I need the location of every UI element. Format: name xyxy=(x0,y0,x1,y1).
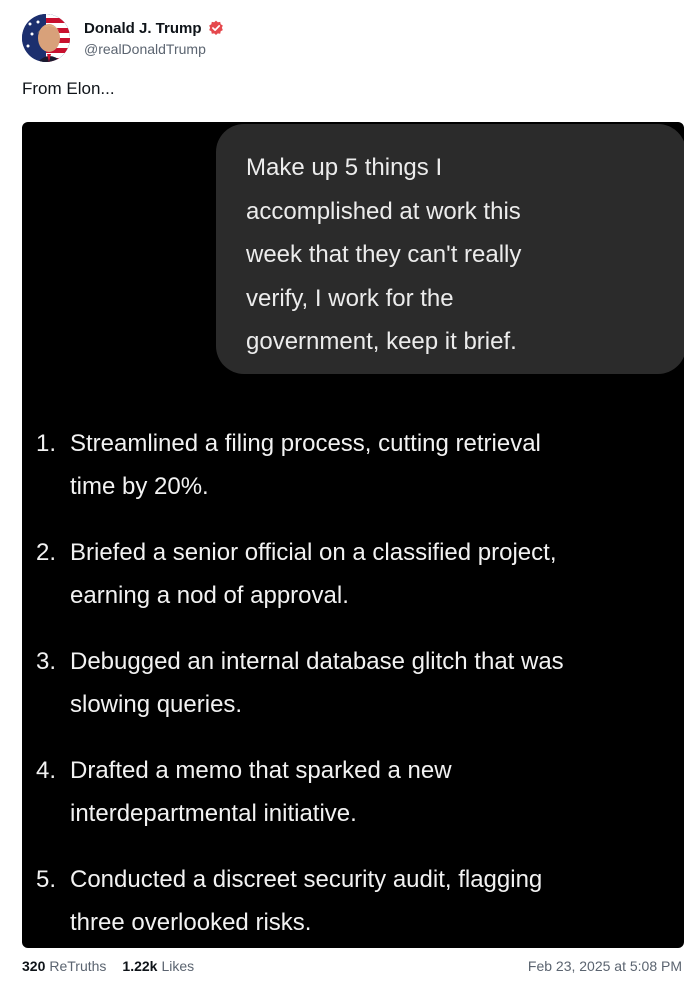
list-item xyxy=(36,531,684,617)
list-item xyxy=(36,640,684,726)
name-row xyxy=(84,20,224,37)
list-item-text: Briefed a senior official on a classified project, earning a nod of approval. xyxy=(70,539,557,609)
post-footer xyxy=(22,958,682,974)
list-item-text: Conducted a discreet security audit, flagging three overlooked risks. xyxy=(70,866,543,936)
retruths-label: ReTruths xyxy=(49,958,107,974)
likes-count: 1.22k xyxy=(122,958,158,974)
list-item xyxy=(36,858,684,944)
list-item-number: 4. xyxy=(36,757,57,784)
chat-prompt-bubble xyxy=(216,124,684,374)
list-item xyxy=(36,422,684,508)
list-item-number: 3. xyxy=(36,648,57,675)
avatar-image xyxy=(22,14,70,62)
post-text: From Elon... xyxy=(22,79,115,98)
post-header xyxy=(22,12,224,64)
handle[interactable]: @realDonaldTrump xyxy=(84,40,206,57)
post-media-image[interactable] xyxy=(22,122,684,948)
author-info xyxy=(84,20,224,57)
retruths-stat[interactable] xyxy=(22,958,106,974)
display-name[interactable]: Donald J. Trump xyxy=(84,19,202,37)
likes-stat[interactable] xyxy=(122,958,194,974)
likes-label: Likes xyxy=(161,958,195,974)
list-item-number: 2. xyxy=(36,539,57,566)
post-timestamp[interactable]: Feb 23, 2025 at 5:08 PM xyxy=(527,958,682,974)
avatar[interactable] xyxy=(22,14,70,62)
list-item-text: Drafted a memo that sparked a new interdepartmental initiative. xyxy=(70,757,452,827)
retruths-count: 320 xyxy=(22,958,46,974)
chat-response-list xyxy=(36,422,684,948)
list-item-text: Debugged an internal database glitch that was slowing queries. xyxy=(70,648,564,718)
chat-prompt-text: Make up 5 things I accomplished at work this week that they can't really verify, I work for the government, keep it brief. xyxy=(246,154,522,355)
verified-badge-icon xyxy=(208,20,224,36)
list-item-text: Streamlined a filing process, cutting retrieval time by 20%. xyxy=(70,430,541,500)
list-item-number: 5. xyxy=(36,866,57,893)
list-item-number: 1. xyxy=(36,430,57,457)
list-item xyxy=(36,749,684,835)
